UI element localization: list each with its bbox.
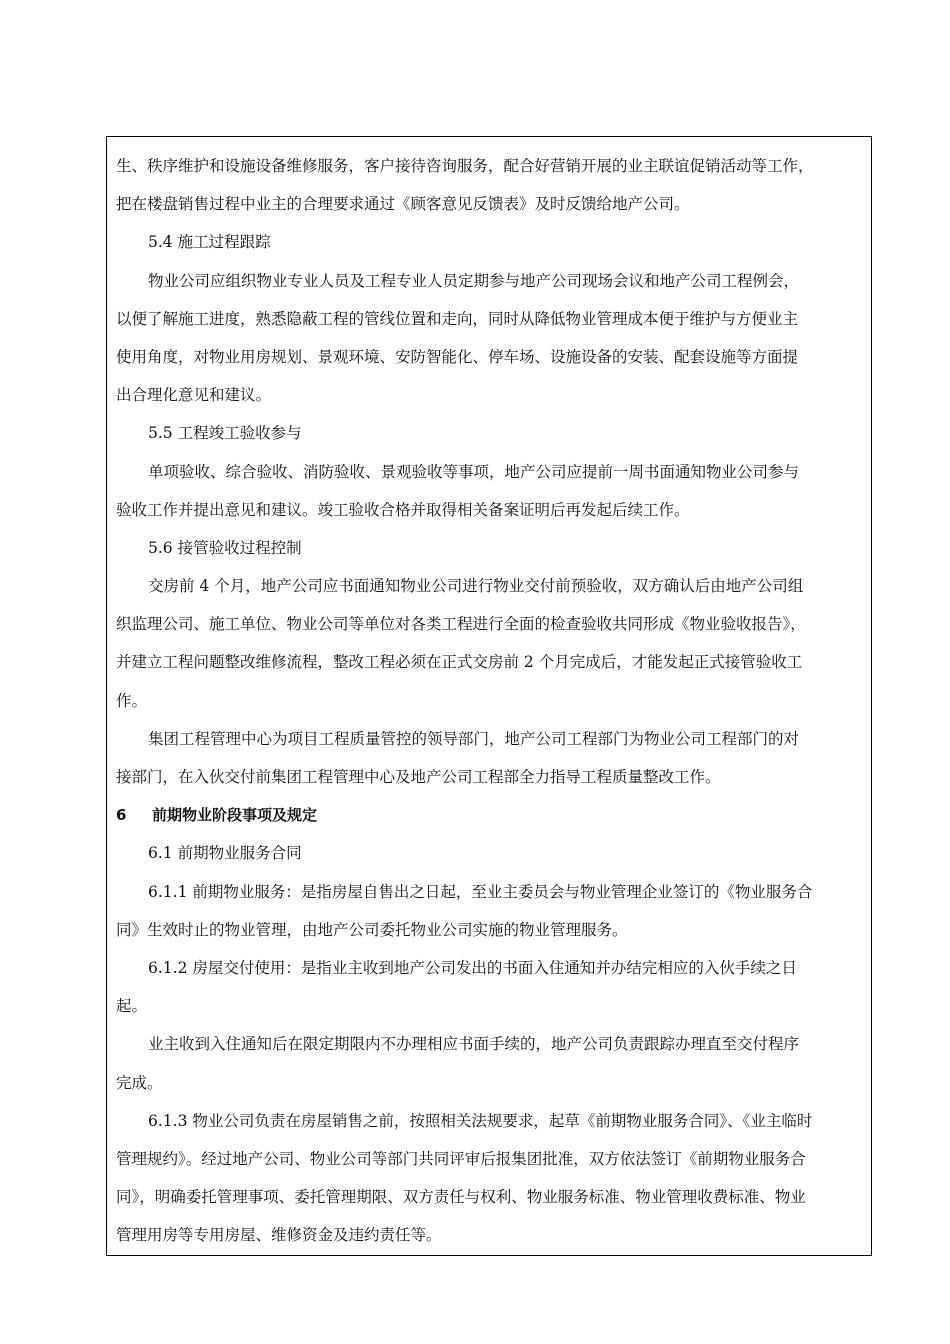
subheading-text: 6.1 前期物业服务合同 xyxy=(148,844,302,863)
text-line: 同》，明确委托管理事项、委托管理期限、双方责任与权利、物业服务标准、物业管理收费标准、物业 xyxy=(116,1188,806,1207)
subheading-6-1 xyxy=(116,834,861,872)
text-line: 并建立工程问题整改维修流程，整改工程必须在正式交房前 2 个月完成后，才能发起正式接管验收工 xyxy=(116,653,803,672)
subheading-5-6 xyxy=(116,529,861,567)
paragraph-6-1-2 xyxy=(116,949,861,1025)
section-title: 前期物业阶段事项及规定 xyxy=(152,806,318,825)
paragraph-6-1-3 xyxy=(116,1102,861,1255)
text-line: 织监理公司、施工单位、物业公司等单位对各类工程进行全面的检查验收共同形成《物业验收报告》， xyxy=(116,615,806,634)
text-line: 6.1.3 物业公司负责在房屋销售之前，按照相关法规要求，起草《前期物业服务合同》、《业主临时 xyxy=(148,1111,813,1130)
subheading-text: 5.6 接管验收过程控制 xyxy=(148,538,302,557)
paragraph-5-5 xyxy=(116,453,861,529)
paragraph-6-1-1 xyxy=(116,873,861,949)
paragraph-intro xyxy=(116,147,861,223)
text-line: 作。 xyxy=(116,691,148,710)
subheading-text: 5.4 施工过程跟踪 xyxy=(148,233,271,252)
paragraph-6-1-2b xyxy=(116,1025,861,1101)
text-line: 以便了解施工进度，熟悉隐蔽工程的管线位置和走向，同时从降低物业管理成本便于维护与方便业主 xyxy=(116,309,799,328)
text-line: 单项验收、综合验收、消防验收、景观验收等事项，地产公司应提前一周书面通知物业公司参与 xyxy=(148,462,800,481)
text-line: 集团工程管理中心为项目工程质量管控的领导部门，地产公司工程部门为物业公司工程部门的对 xyxy=(148,729,800,748)
text-line: 生、秩序维护和设施设备维修服务，客户接待咨询服务，配合好营销开展的业主联谊促销活动等工作， xyxy=(116,157,814,175)
text-line: 管理规约》。经过地产公司、物业公司等部门共同评审后报集团批准，双方依法签订《前期物业服务合 xyxy=(116,1149,806,1168)
section-number: 6 xyxy=(116,806,127,825)
text-line: 使用角度，对物业用房规划、景观环境、安防智能化、停车场、设施设备的安装、配套设施等方面提 xyxy=(116,347,799,366)
text-line: 同》生效时止的物业管理，由地产公司委托物业公司实施的物业管理服务。 xyxy=(116,920,628,939)
text-line: 起。 xyxy=(116,997,148,1016)
paragraph-5-4 xyxy=(116,262,861,415)
section-heading-6 xyxy=(116,796,861,834)
text-line: 把在楼盘销售过程中业主的合理要求通过《顾客意见反馈表》及时反馈给地产公司。 xyxy=(116,195,690,214)
text-line: 6.1.2 房屋交付使用：是指业主收到地产公司发出的书面入住通知并办结完相应的入伙手续之日 xyxy=(148,958,797,977)
paragraph-5-6 xyxy=(116,567,861,720)
text-line: 出合理化意见和建议。 xyxy=(116,386,272,405)
text-line: 6.1.1 前期物业服务：是指房屋自售出之日起，至业主委员会与物业管理企业签订的《物业服务合 xyxy=(148,882,813,901)
subheading-text: 5.5 工程竣工验收参与 xyxy=(148,424,302,443)
document-body xyxy=(116,147,861,1254)
text-line: 管理用房等专用房屋、维修资金及违约责任等。 xyxy=(116,1226,442,1245)
paragraph-5-6b xyxy=(116,720,861,796)
subheading-5-4 xyxy=(116,223,861,261)
text-line: 完成。 xyxy=(116,1073,163,1092)
text-line: 验收工作并提出意见和建议。竣工验收合格并取得相关备案证明后再发起后续工作。 xyxy=(116,500,690,519)
subheading-5-5 xyxy=(116,414,861,452)
text-line: 物业公司应组织物业专业人员及工程专业人员定期参与地产公司现场会议和地产公司工程例会， xyxy=(148,271,800,290)
text-line: 交房前 4 个月，地产公司应书面通知物业公司进行物业交付前预验收，双方确认后由地产公司组 xyxy=(148,577,804,596)
text-line: 业主收到入住通知后在限定期限内不办理相应书面手续的，地产公司负责跟踪办理直至交付程序 xyxy=(148,1035,800,1054)
text-line: 接部门，在入伙交付前集团工程管理中心及地产公司工程部全力指导工程质量整改工作。 xyxy=(116,768,721,786)
